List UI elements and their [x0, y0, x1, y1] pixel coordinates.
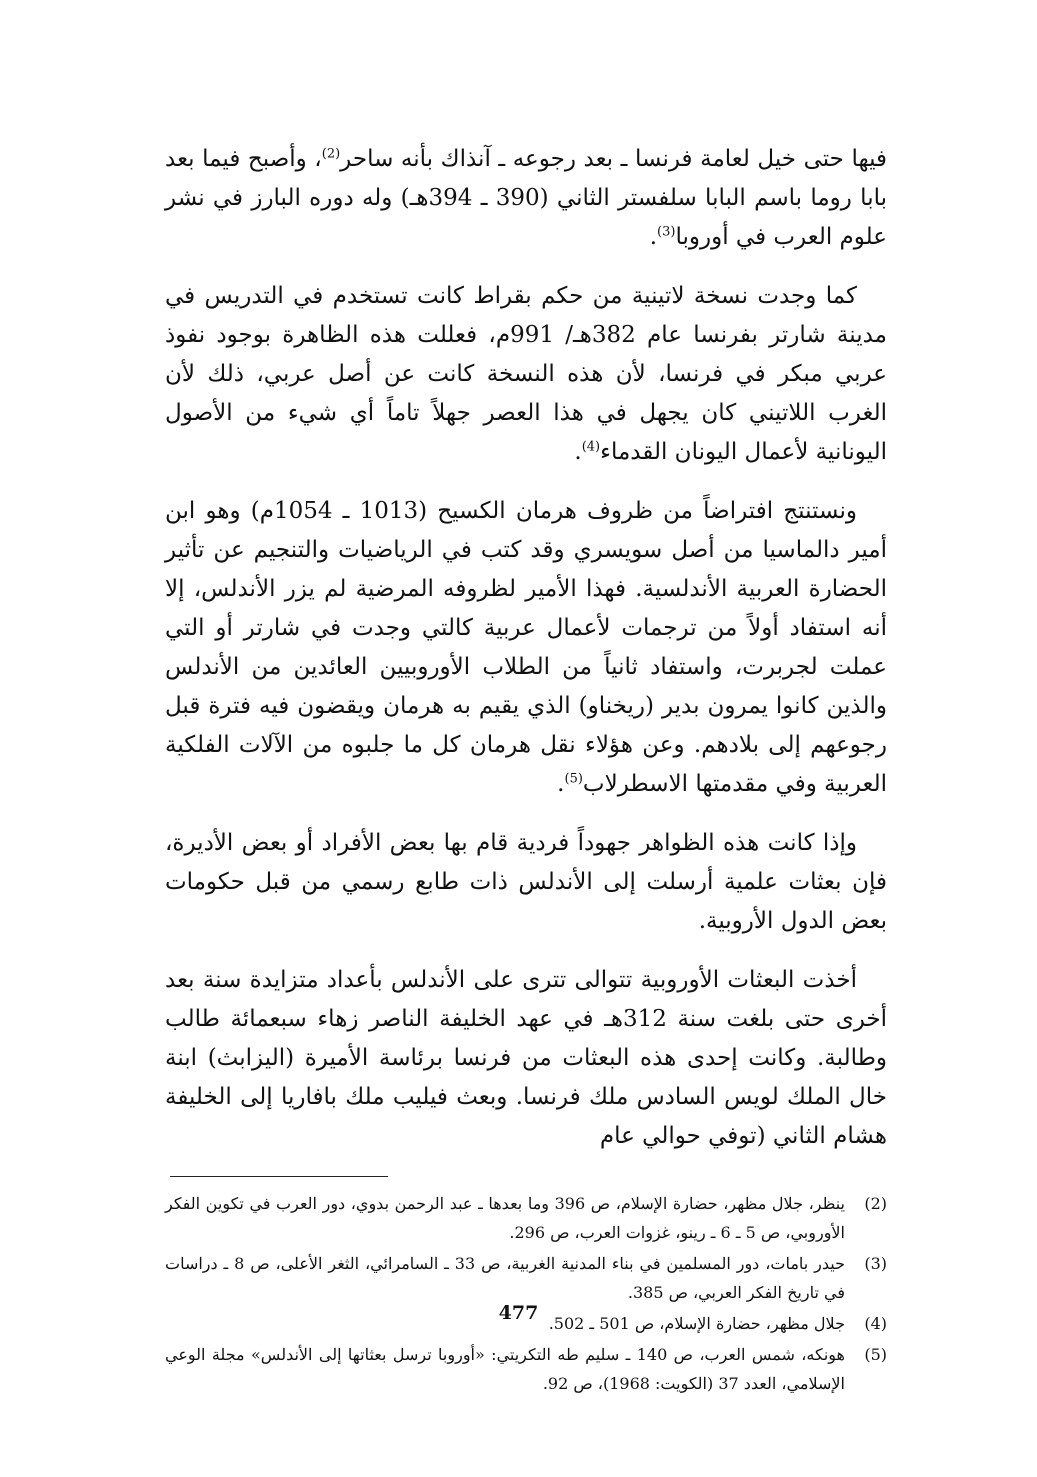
paragraph-5: أخذت البعثات الأوروبية تتوالى تترى على الأندلس بأعداد متزايدة سنة بعد أخرى حتى بلغت سنة 312هـ في عهد الخليفة الناصر زهاء سبعمائة طالب وطالبة. وكانت إحدى هذه البعثات من فرنسا برئاسة الأميرة (اليزابث) ابنة خال الملك لويس السادس ملك فرنسا. وبعث فيليب ملك بافاريا إلى الخليفة هشام الثاني (توفي حوالي عام — [165, 967, 887, 1149]
footnote-text: حيدر بامات، دور المسلمين في بناء المدنية الغربية، ص 33 ـ السامرائي، الثغر الأعلى، ص 8 ـ دراسات في تاريخ الفكر العربي، ص 385. — [165, 1254, 845, 1302]
footnote-text: جلال مظهر، حضارة الإسلام، ص 501 ـ 502. — [548, 1314, 845, 1333]
main-text — [165, 140, 887, 1156]
paragraph-3: ونستنتج افتراضاً من ظروف هرمان الكسيح (1013 ـ 1054م) وهو ابن أمير دالماسيا من أصل سويسري وقد كتب في الرياضيات والتنجيم عن تأثير الحضارة العربية الأندلسية. فهذا الأمير لظروفه المرضية لم يزر الأندلس، إلا أنه استفاد أولاً من ترجمات لأعمال عربية كالتي وجدت في شارتر أو التي عملت لجربرت، واستفاد ثانياً من الطلاب الأوروبيين العائدين من الأندلس والذين كانوا يمرون بدير (ريخناو) الذي يقيم به هرمان ويقضون فيه فترة قبل رجوعهم إلى بلادهم. وعن هؤلاء نقل هرمان كل ما جلبوه من الآلات الفلكية العربية وفي مقدمتها الاسطرلاب$^{(5)}$. — [165, 498, 887, 797]
page-number: 477 — [498, 1302, 539, 1324]
footnote-number: (3) — [864, 1254, 887, 1273]
footnote-ref-3[interactable]: (3) — [657, 224, 676, 240]
footnote-item — [165, 1189, 887, 1247]
footnote-number: (2) — [864, 1194, 887, 1213]
footnote-text: هونكه، شمس العرب، ص 140 ـ سليم طه التكريتي: «أوروبا ترسل بعثاتها إلى الأندلس» مجلة الوعي الإسلامي، العدد 37 (الكويت: 1968)، ص 92. — [165, 1345, 845, 1393]
footnote-number: (5) — [864, 1345, 887, 1364]
footnote-ref-5[interactable]: (5) — [564, 771, 583, 787]
footnote-number: (4) — [864, 1314, 887, 1333]
footnote-item — [165, 1340, 887, 1398]
footnote-separator-wrap — [165, 1176, 887, 1177]
paragraph-2: كما وجدت نسخة لاتينية من حكم بقراط كانت تستخدم في التدريس في مدينة شارتر بفرنسا عام 382هـ/ 991م، فعللت هذه الظاهرة بوجود نفوذ عربي مبكر في فرنسا، لأن هذه النسخة كانت عن أصل عربي، ذلك لأن الغرب اللاتيني كان يجهل في هذا العصر جهلاً تاماً أي شيء من الأصول اليونانية لأعمال اليونان القدماء$^{(4)}$. — [165, 283, 887, 465]
footnote-text: ينظر، جلال مظهر، حضارة الإسلام، ص 396 وما بعدها ـ عبد الرحمن بدوي، دور العرب في تكوين الفكر الأوروبي، ص 5 ـ 6 ـ رينو، غزوات العرب، ص 296. — [165, 1194, 845, 1242]
paragraph-1: فيها حتى خيل لعامة فرنسا ـ بعد رجوعه ـ آنذاك بأنه ساحر$^{(2)}$، وأصبح فيما بعد بابا روما باسم البابا سلفستر الثاني (390 ـ 394هـ) وله دوره البارز في نشر علوم العرب في أوروبا$^{(3)}$. — [165, 146, 888, 250]
footnote-ref-4[interactable]: (4) — [581, 439, 601, 455]
footnote-ref-2[interactable]: (2) — [321, 146, 341, 162]
footnote-item — [165, 1249, 887, 1307]
footnote-separator — [170, 1176, 388, 1177]
footnotes — [165, 1189, 887, 1398]
paragraph-4: وإذا كانت هذه الظواهر جهوداً فردية قام بها بعض الأفراد أو بعض الأديرة، فإن بعثات علمية أرسلت إلى الأندلس ذات طابع رسمي من قبل حكومات بعض الدول الأروبية. — [165, 830, 887, 934]
